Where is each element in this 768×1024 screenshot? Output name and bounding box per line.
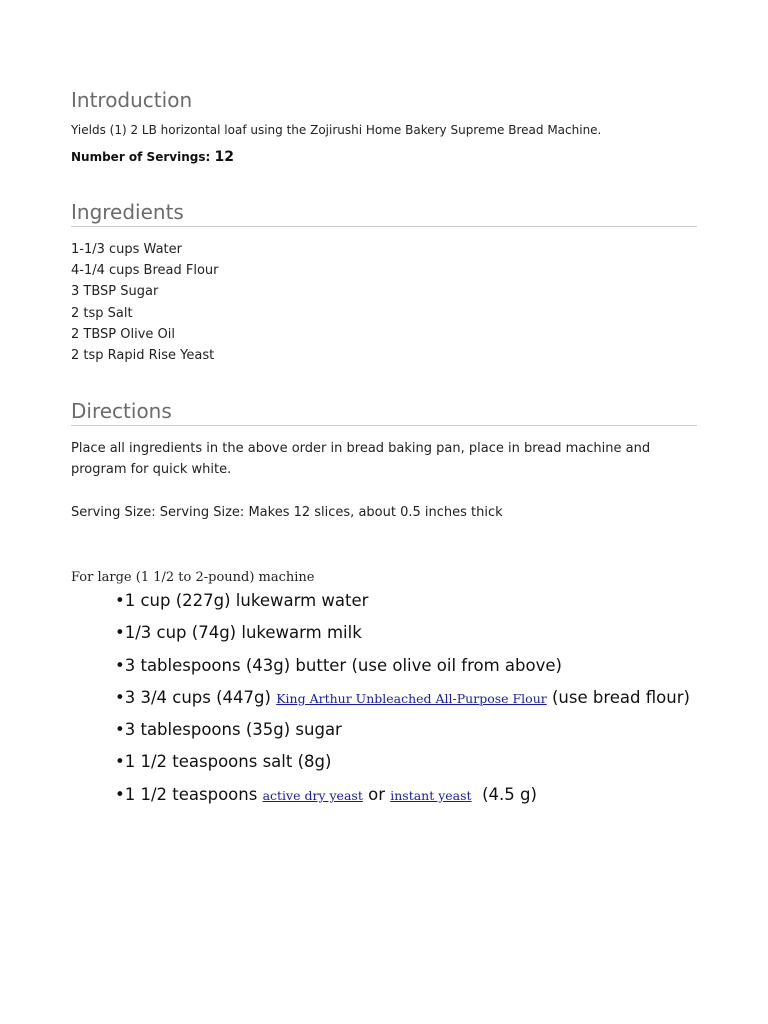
servings-line <box>71 147 234 167</box>
yeast-or: or <box>362 784 391 804</box>
flour-suffix: (use bread flour) <box>546 687 690 707</box>
servings-value: 12 <box>214 149 234 165</box>
list-item: •1 cup (227g) lukewarm water <box>115 591 369 610</box>
list-item: 1-1/3 cups Water <box>71 242 182 257</box>
list-item <box>115 684 690 716</box>
list-item: 2 tsp Salt <box>71 305 133 321</box>
list-item: 2 tsp Rapid Rise Yeast <box>71 348 215 364</box>
large-machine-heading: For large (1 1/2 to 2-pound) machine <box>71 570 315 585</box>
yeast-suffix: (4.5 g) <box>471 784 537 804</box>
list-item: 4-1/4 cups Bread Flour <box>71 263 219 279</box>
introduction-heading: Introduction <box>71 88 193 112</box>
yeast-prefix: •1 1/2 teaspoons <box>115 784 263 804</box>
serving-size-text: Serving Size: Serving Size: Makes 12 slices, about 0.5 inches thick <box>71 505 503 520</box>
flour-link[interactable]: King Arthur Unbleached All-Purpose Flour <box>276 690 547 706</box>
ingredients-heading: Ingredients <box>71 199 697 227</box>
directions-text: Place all ingredients in the above order in bread baking pan, place in bread machine and program for quick white. <box>71 441 651 477</box>
ingredients-list <box>71 239 219 366</box>
directions-heading: Directions <box>71 398 697 426</box>
active-dry-yeast-link[interactable]: active dry yeast <box>262 787 363 803</box>
flour-prefix: •3 3/4 cups (447g) <box>115 687 277 707</box>
introduction-text: Yields (1) 2 LB horizontal loaf using the Zojirushi Home Bakery Supreme Bread Machine. <box>71 123 602 137</box>
list-item: 3 TBSP Sugar <box>71 284 159 300</box>
servings-label: Number of Servings: <box>71 150 211 164</box>
list-item: •3 tablespoons (35g) sugar <box>115 720 342 740</box>
large-machine-list <box>115 587 690 813</box>
list-item: 2 TBSP Olive Oil <box>71 326 175 342</box>
list-item: •3 tablespoons (43g) butter (use olive oil from above) <box>115 655 562 675</box>
instant-yeast-link[interactable]: instant yeast <box>390 787 472 803</box>
list-item: •1/3 cup (74g) lukewarm milk <box>115 623 362 643</box>
list-item: •1 1/2 teaspoons salt (8g) <box>115 752 332 772</box>
list-item <box>115 781 690 813</box>
